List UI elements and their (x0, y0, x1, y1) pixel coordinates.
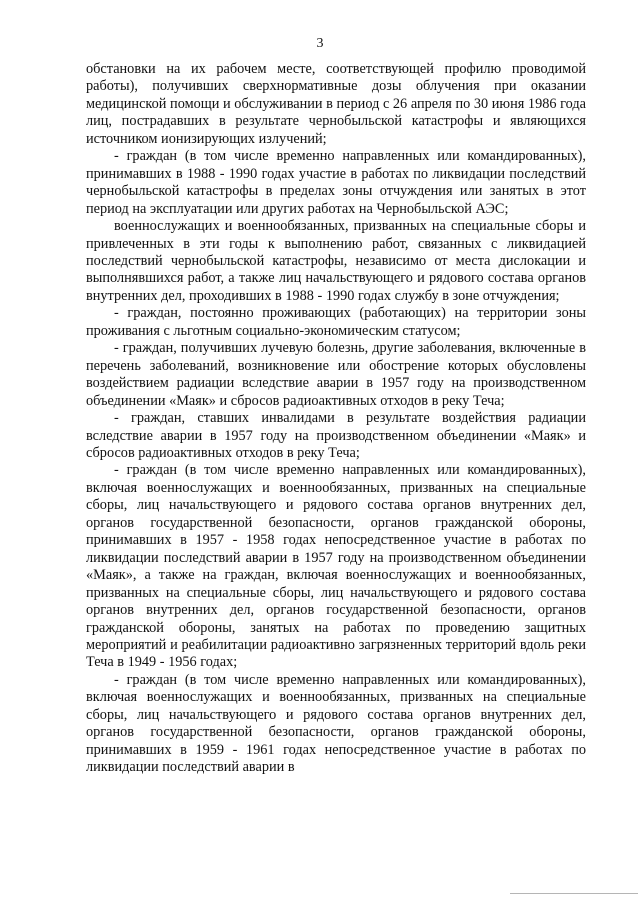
paragraph-continuation: обстановки на их рабочем месте, соответствующей профилю проводимой работы), получивших сверхнормативные дозы облучения при оказании медицинской помощи и обслуживании в период с 26 апреля по 30 июня 1986 года лиц, пострадавших в результате чернобыльской катастрофы и являющихся источником ионизирующих излучений; (86, 61, 586, 147)
page-number: 3 (316, 36, 324, 51)
paragraph-mayak-liquidators-1959-1961: - граждан (в том числе временно направленных или командированных), включая военнослужащих и военнообязанных, призванных на специальные сборы, лиц начальствующего и рядового состава органов внутренних дел, органов государственной безопасности, органов гражданской обороны, принимавших в 1959 - 1961 годах непосредственное участие в работах по ликвидации последствий аварии в (86, 671, 586, 776)
paragraph-disabled-mayak: - граждан, ставших инвалидами в результате воздействия радиации вследствие аварии в 1957 году на производственном объединении «Маяк» и сбросов радиоактивных отходов в реку Теча; (86, 410, 586, 461)
scan-edge-line (510, 893, 638, 894)
paragraph-chernobyl-1988-1990-workers: - граждан (в том числе временно направленных или командированных), принимавших в 1988 - 1990 годах участие в работах по ликвидации последствий чернобыльской катастрофы в пределах зоны отчуждения или занятых в этот период на эксплуатации или других работах на Чернобыльской АЭС; (86, 148, 586, 217)
document-body (86, 61, 586, 777)
paragraph-preferential-zone-residents: - граждан, постоянно проживающих (работающих) на территории зоны проживания с льготным социально-экономическим статусом; (86, 305, 586, 339)
paragraph-military-reservists: военнослужащих и военнообязанных, призванных на специальные сборы и привлеченных в эти годы к выполнению работ, связанных с ликвидацией последствий чернобыльской катастрофы, независимо от места дислокации и выполнявшихся работ, а также лиц начальствующего и рядового состава органов внутренних дел, проходивших в 1988 - 1990 годах службу в зоне отчуждения; (86, 218, 586, 304)
paragraph-radiation-sickness-mayak: - граждан, получивших лучевую болезнь, другие заболевания, включенные в перечень заболеваний, возникновение или обострение которых обусловлены воздействием радиации вследствие аварии в 1957 году на производственном объединении «Маяк» и сбросов радиоактивных отходов в реку Теча; (86, 340, 586, 409)
paragraph-mayak-liquidators-1957-1958: - граждан (в том числе временно направленных или командированных), включая военнослужащих и военнообязанных, призванных на специальные сборы, лиц начальствующего и рядового состава органов внутренних дел, органов государственной безопасности, органов гражданской обороны, принимавших в 1957 - 1958 годах непосредственное участие в работах по ликвидации последствий аварии в 1957 году на производственном объединении «Маяк», а также на граждан, включая военнослужащих и военнообязанных, призванных на специальные сборы, лиц начальствующего и рядового состава органов внутренних дел, органов государственной безопасности, органов гражданской обороны, занятых на работах по проведению защитных мероприятий и реабилитации радиоактивно загрязненных территорий вдоль реки Теча в 1949 - 1956 годах; (86, 462, 586, 671)
